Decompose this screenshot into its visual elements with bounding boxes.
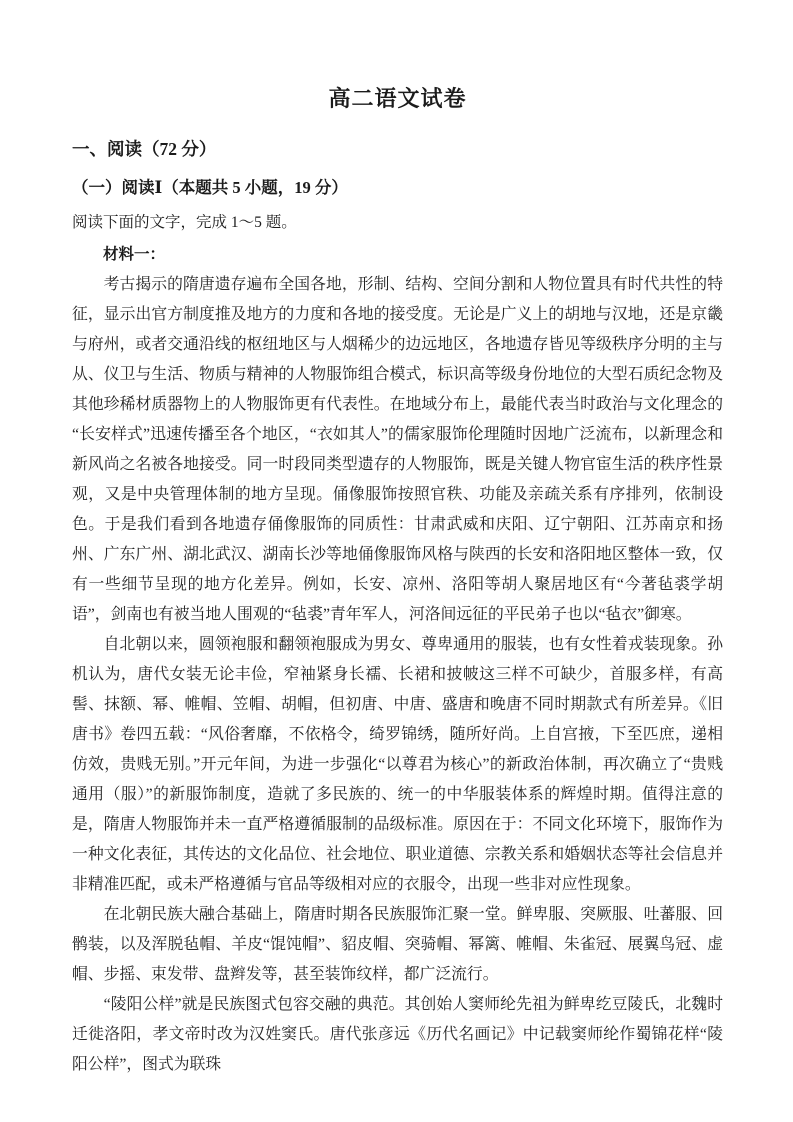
section-heading-reading: 一、阅读（72 分） <box>72 139 217 160</box>
reading-instruction: 阅读下面的文字，完成 1～5 题。 <box>72 213 297 231</box>
passage-paragraph-3: 在北朝民族大融合基础上，隋唐时期各民族服饰汇聚一堂。鲜卑服、突厥服、吐蕃服、回鹘装，以及浑脱毡帽、羊皮“馄饨帽”、貂皮帽、突骑帽、幂篱、帷帽、朱雀冠、展翼鸟冠、虚帽、步摇、束发带、盘辫发等，甚至装饰纹样，都广泛流行。 <box>72 905 723 983</box>
passage-paragraph-1: 考古揭示的隋唐遗存遍布全国各地，形制、结构、空间分割和人物位置具有时代共性的特征，显示出官方制度推及地方的力度和各地的接受度。无论是广义上的胡地与汉地，还是京畿与府州，或者交通沿线的枢纽地区与人烟稀少的边远地区，各地遗存皆见等级秩序分明的主与从、仪卫与生活、物质与精神的人物服饰组合模式，标识高等级身份地位的大型石质纪念物及其他珍稀材质器物上的人物服饰更有代表性。在地域分布上，最能代表当时政治与文化理念的“长安样式”迅速传播至各个地区，“衣如其人”的儒家服饰伦理随时因地广泛流布，以新理念和新风尚之名被各地接受。同一时段同类型遗存的人物服饰，既是关键人物官宦生活的秩序性景观，又是中央管理体制的地方呈现。俑像服饰按照官秩、功能及亲疏关系有序排列，依制设色。于是我们看到各地遗存俑像服饰的同质性：甘肃武威和庆阳、辽宁朝阳、江苏南京和扬州、广东广州、湖北武汉、湖南长沙等地俑像服饰风格与陕西的长安和洛阳地区整体一致，仅有一些细节呈现的地方化差异。例如，长安、凉州、洛阳等胡人聚居地区有“今著毡裘学胡语”，剑南也有被当地人围观的“毡裘”青年军人，河洛间远征的平民弟子也以“毡衣”御寒。 <box>72 275 723 623</box>
material-one-label: 材料一： <box>103 246 166 264</box>
passage-paragraph-4: “陵阳公样”就是民族图式包容交融的典范。其创始人窦师纶先祖为鲜卑纥豆陵氏，北魏时迁徙洛阳，孝文帝时改为汉姓窦氏。唐代张彦远《历代名画记》中记载窦师纶作蜀锦花样“陵阳公样”，图式为联珠 <box>72 995 723 1073</box>
passage-paragraph-2: 自北朝以来，圆领袍服和翻领袍服成为男女、尊卑通用的服装，也有女性着戎装现象。孙机认为，唐代女装无论丰俭，窄袖紧身长襦、长裙和披帔这三样不可缺少，首服多样，有高髻、抹额、幂、帷帽、笠帽、胡帽，但初唐、中唐、盛唐和晚唐不同时期款式有所差异。《旧唐书》卷四五载：“风俗奢靡，不依格令，绮罗锦绣，随所好尚。上自宫掖，下至匹庶，递相仿效，贵贱无别。”开元年间，为进一步强化“以尊君为核心”的新政治体制，再次确立了“贵贱通用（服）”的新服饰制度，造就了多民族的、统一的中华服装体系的辉煌时期。值得注意的是，隋唐人物服饰并未一直严格遵循服制的品级标准。原因在于：不同文化环境下，服饰作为一种文化表征，其传达的文化品位、社会地位、职业道德、宗教关系和婚姻状态等社会信息并非精准匹配，或未严格遵循与官品等级相对应的衣服令，出现一些非对应性现象。 <box>72 635 723 893</box>
subsection-heading-reading-1: （一）阅读Ⅰ（本题共 5 小题，19 分） <box>72 178 348 198</box>
page-title: 高二语文试卷 <box>328 86 467 111</box>
passage-material-one <box>72 270 723 1080</box>
